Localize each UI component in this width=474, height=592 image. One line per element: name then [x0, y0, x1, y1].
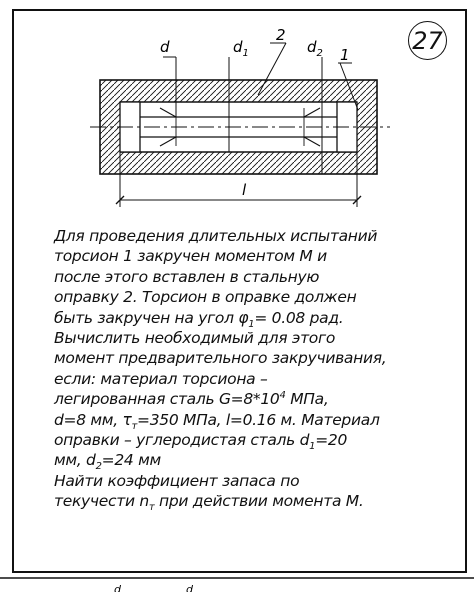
next-card-edge: [0, 573, 474, 592]
problem-statement: [54, 226, 387, 514]
text-segment: = 0.08 рад.: [254, 308, 344, 327]
problem-text-line: [54, 389, 374, 409]
label-part-1: 1: [340, 46, 350, 64]
problem-text-line: [54, 410, 380, 432]
text-segment: торсион 1 закручен моментом М и: [54, 247, 327, 266]
subscript: 1: [248, 318, 255, 330]
problem-text-line: [54, 491, 374, 514]
label-length: l: [242, 181, 247, 199]
text-segment: момент предварительного закручивания,: [54, 349, 387, 368]
label-d: d: [160, 38, 170, 56]
problem-text-line: [54, 348, 387, 368]
label-d2: $d_2$: [307, 38, 323, 59]
text-segment: МПа,: [285, 390, 329, 409]
text-segment: после этого вставлен в стальную: [54, 267, 320, 286]
subscript: т: [131, 420, 138, 432]
subscript: 1: [309, 441, 316, 452]
subscript: 2: [95, 461, 102, 473]
superscript: 4: [279, 390, 286, 402]
problem-text-line: [54, 226, 378, 246]
problem-text-line: [54, 328, 374, 348]
problem-text-line: [54, 287, 374, 307]
problem-text-line: [54, 246, 374, 266]
text-segment: =350 МПа, l=0.16 м. Материал: [137, 410, 380, 429]
problem-text-line: [54, 308, 374, 328]
problem-text-line: [54, 450, 374, 473]
text-segment: =24 мм: [101, 451, 161, 470]
text-segment: Вычислить необходимый для этого: [54, 328, 336, 347]
sleeve-top-hatch: [100, 80, 377, 102]
problem-text-line: [54, 267, 374, 287]
problem-text-line: [54, 471, 374, 491]
svg-text:d: d: [114, 583, 121, 592]
text-segment: если: материал торсиона –: [54, 369, 268, 388]
text-segment: Для проведения длительных испытаний: [54, 227, 378, 245]
problem-text-line: [54, 369, 374, 389]
sleeve-bottom-hatch: [100, 152, 377, 174]
text-segment: оправки – углеродистая сталь d: [54, 430, 310, 449]
text-segment: =20: [315, 430, 348, 449]
subscript: т: [148, 502, 155, 514]
problem-text-line: [54, 430, 374, 450]
text-segment: быть закручен на угол φ: [54, 308, 249, 327]
text-segment: Найти коэффициент запаса по: [54, 471, 300, 490]
text-segment: оправку 2. Торсион в оправке должен: [54, 288, 357, 307]
problem-number: 27: [412, 26, 443, 55]
text-segment: легированная сталь G=8*10: [54, 390, 280, 409]
text-segment: d=8 мм, τ: [54, 410, 132, 429]
label-d1: $d_1$: [233, 38, 249, 59]
text-segment: при действии момента М.: [154, 492, 364, 511]
text-segment: мм, d: [54, 451, 96, 470]
svg-text:d: d: [186, 583, 193, 592]
label-part-2: 2: [276, 26, 286, 44]
text-segment: текучести n: [54, 492, 149, 511]
